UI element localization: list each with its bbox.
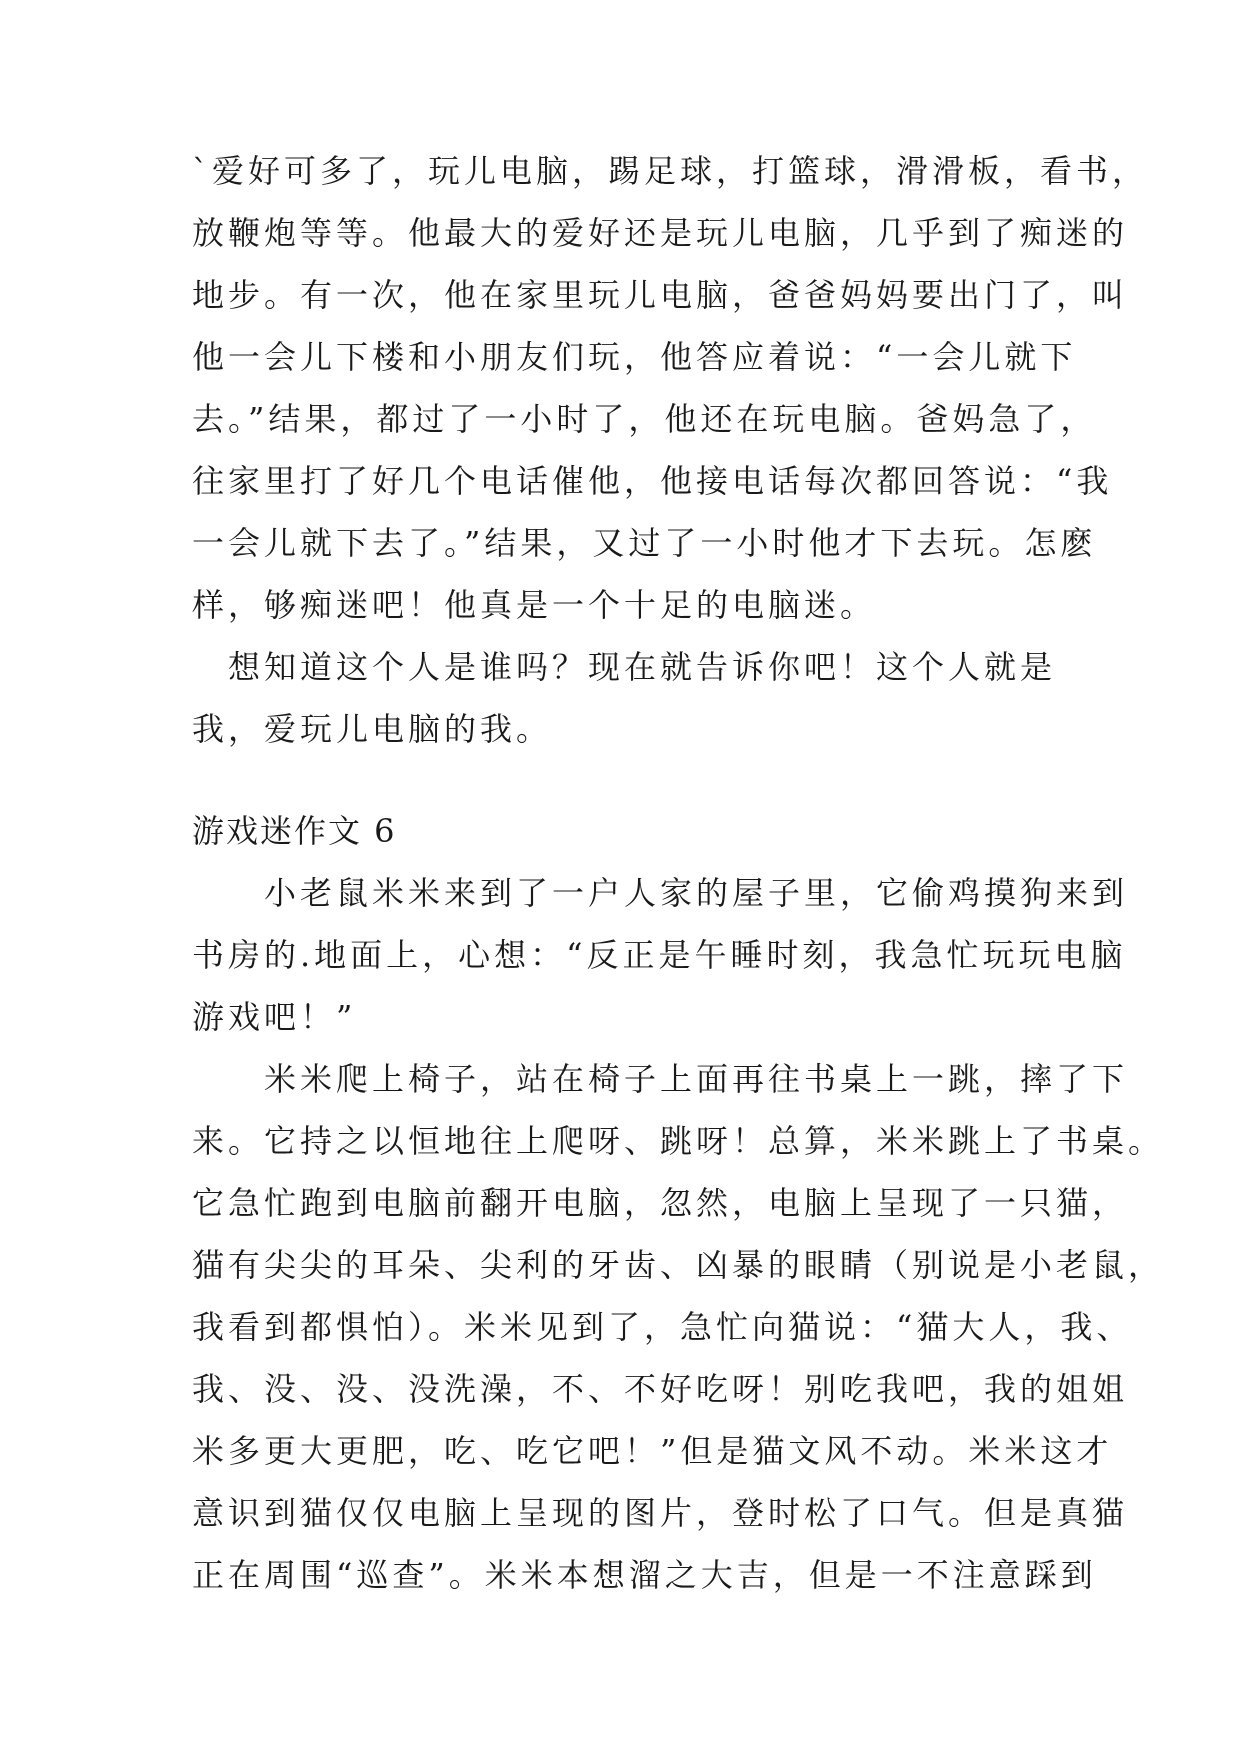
text-line: 游戏吧！” <box>192 998 357 1036</box>
text-line: 意识到猫仅仅电脑上呈现的图片，登时松了口气。但是真猫 <box>192 1494 1129 1532</box>
text-line: 往家里打了好几个电话催他，他接电话每次都回答说：“我 <box>192 462 1113 500</box>
text-line: 我、没、没、没洗澡，不、不好吃呀！别吃我吧，我的姐姐 <box>192 1370 1129 1408</box>
paragraph-1 <box>192 140 1149 636</box>
text-line: 我看到都惧怕）。米米见到了，急忙向猫说：“猫大人，我、 <box>192 1308 1133 1346</box>
paragraph-3 <box>192 862 1129 1048</box>
text-line: 猫有尖尖的耳朵、尖利的牙齿、凶暴的眼睛（别说是小老鼠， <box>192 1246 1165 1284</box>
text-line: 地步。有一次，他在家里玩儿电脑，爸爸妈妈要出门了，叫 <box>192 276 1129 314</box>
text-line: 去。”结果，都过了一小时了，他还在玩电脑。爸妈急了， <box>192 400 1097 438</box>
text-line: 放鞭炮等等。他最大的爱好还是玩儿电脑，几乎到了痴迷的 <box>192 214 1129 252</box>
text-line: 正在周围“巡查”。米米本想溜之大吉，但是一不注意踩到 <box>192 1556 1097 1594</box>
paragraph-4 <box>192 1048 1165 1606</box>
text-line: 样，够痴迷吧！他真是一个十足的电脑迷。 <box>192 586 877 624</box>
text-line: 他一会儿下楼和小朋友们玩，他答应着说：“一会儿就下 <box>192 338 1077 376</box>
text-line: 米米爬上椅子，站在椅子上面再往书桌上一跳，摔了下 <box>192 1060 1129 1098</box>
text-line: 想知道这个人是谁吗？现在就告诉你吧！这个人就是 <box>192 648 1057 686</box>
text-line: 一会儿就下去了。”结果，又过了一小时他才下去玩。怎麽 <box>192 524 1097 562</box>
paragraph-2 <box>192 636 1072 760</box>
text-line: 它急忙跑到电脑前翻开电脑，忽然，电脑上呈现了一只猫， <box>192 1184 1129 1222</box>
section-heading: 游戏迷作文 6 <box>192 812 397 850</box>
text-line: 小老鼠米米来到了一户人家的屋子里，它偷鸡摸狗来到 <box>192 874 1129 912</box>
text-line: 书房的.地面上，心想：“反正是午睡时刻，我急忙玩玩电脑 <box>192 936 1127 974</box>
text-line: 我，爱玩儿电脑的我。 <box>192 710 553 748</box>
text-line: `爱好可多了，玩儿电脑，踢足球，打篮球，滑滑板，看书， <box>192 152 1149 190</box>
text-line: 米多更大更肥，吃、吃它吧！”但是猫文风不动。米米这才 <box>192 1432 1113 1470</box>
text-line: 来。它持之以恒地往上爬呀、跳呀！总算，米米跳上了书桌。 <box>192 1122 1165 1160</box>
